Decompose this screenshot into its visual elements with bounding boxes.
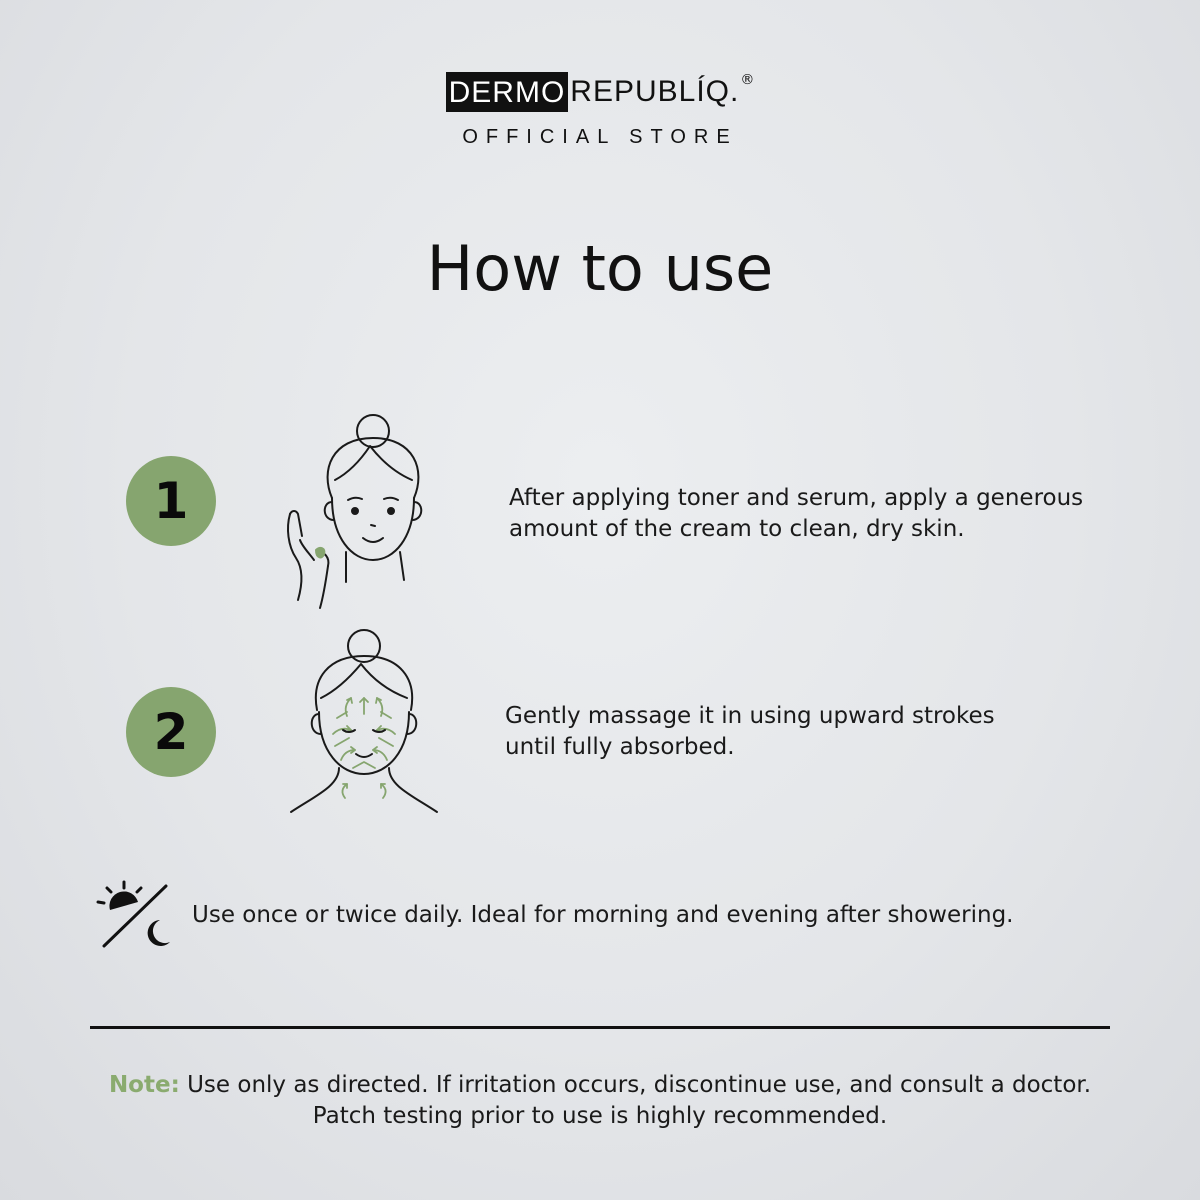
step-2-line-2: until fully absorbed. (505, 734, 735, 760)
step-1-line-1: After applying toner and serum, apply a generous (509, 485, 1084, 511)
step-2-line-1: Gently massage it in using upward strokes (505, 703, 995, 729)
logo-light-word: REPUBLÍQ. (570, 75, 740, 108)
face-apply-cream-icon (280, 410, 440, 610)
page-title: How to use (426, 232, 774, 305)
logo-dark-word: DERMO (446, 72, 569, 112)
divider (90, 1026, 1110, 1029)
note-block (0, 1070, 1200, 1132)
step-1-line-2: amount of the cream to clean, dry skin. (509, 516, 965, 542)
note-line-2: Patch testing prior to use is highly recommended. (312, 1103, 888, 1129)
brand-logo (0, 72, 1200, 112)
note-label: Note: (108, 1072, 180, 1098)
step-2-text (505, 701, 995, 763)
usage-text: Use once or twice daily. Ideal for morning and evening after showering. (192, 902, 1014, 928)
step-1-badge: 1 (126, 456, 216, 546)
step-2-badge: 2 (126, 687, 216, 777)
registered-mark: ® (740, 72, 755, 88)
step-1-text (509, 483, 1083, 545)
face-massage-arrows-icon (285, 626, 445, 816)
sun-moon-icon (94, 876, 174, 950)
note-line-1-text: Use only as directed. If irritation occurs, discontinue use, and consult a doctor. (179, 1072, 1092, 1098)
official-store-label: OFFICIAL STORE (462, 126, 738, 148)
note-line-1 (0, 1070, 1200, 1101)
